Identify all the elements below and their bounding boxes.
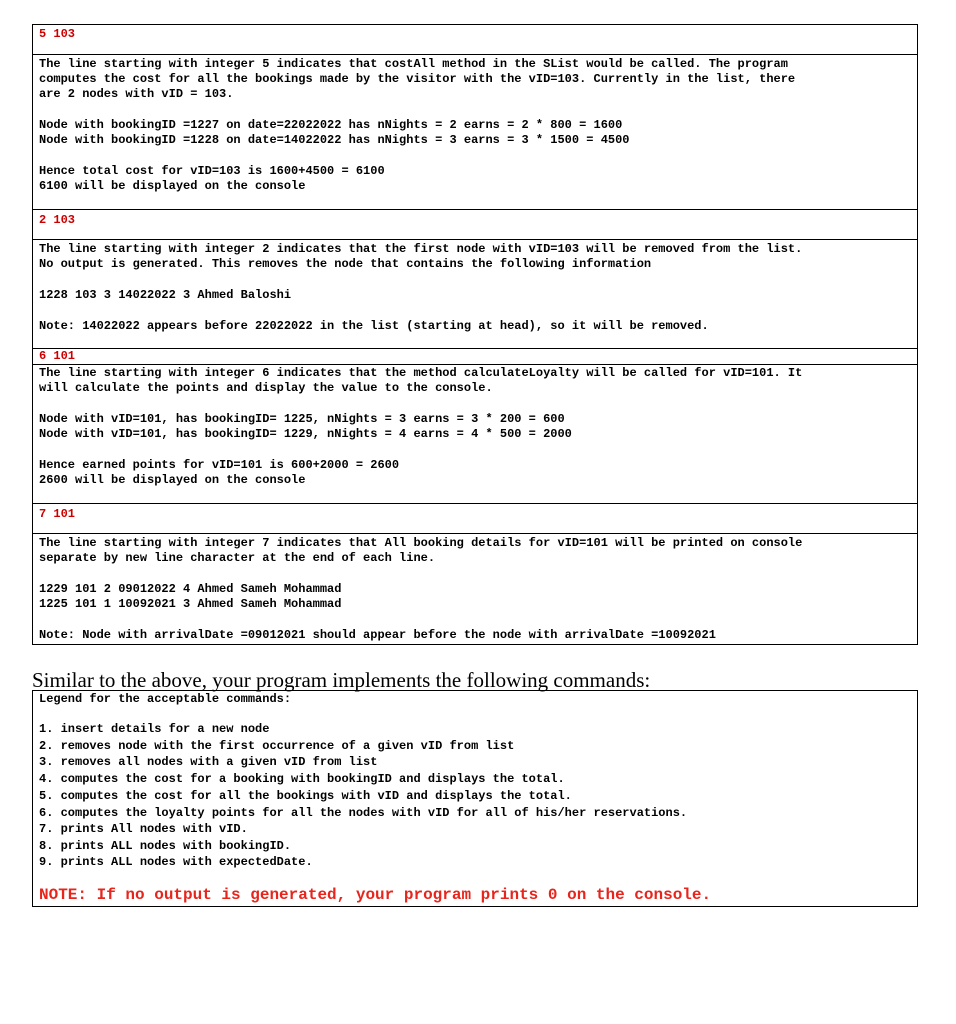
text-line: Node with bookingID =1227 on date=22022022 has nNights = 2 earns = 2 * 800 = 1600: [39, 118, 623, 132]
text-line: 1225 101 1 10092021 3 Ahmed Sameh Mohammad: [39, 597, 342, 611]
legend-item: 7. prints All nodes with vID.: [39, 822, 248, 836]
text-line: will calculate the points and display the value to the console.: [39, 381, 493, 395]
legend-item: 2. removes node with the first occurrence of a given vID from list: [39, 739, 515, 753]
legend-item: 6. computes the loyalty points for all the nodes with vID for all of his/her reservations.: [39, 806, 688, 820]
text-line: separate by new line character at the end of each line.: [39, 551, 436, 565]
command-row: [32, 24, 918, 55]
text-line: The line starting with integer 2 indicates that the first node with vID=103 will be removed from the list.: [39, 242, 803, 256]
text-line: 2600 will be displayed on the console: [39, 473, 306, 487]
command-row: [32, 348, 918, 365]
text-line: Hence earned points for vID=101 is 600+2000 = 2600: [39, 458, 400, 472]
text-line: are 2 nodes with vID = 103.: [39, 87, 234, 101]
text-line: computes the cost for all the bookings made by the visitor with the vID=103. Currently in the list, there: [39, 72, 796, 86]
legend-item: 9. prints ALL nodes with expectedDate.: [39, 855, 313, 869]
text-line: Note: Node with arrivalDate =09012021 should appear before the node with arrivalDate =10092021: [39, 628, 716, 642]
command-code: 7 101: [39, 507, 76, 521]
section-heading: Similar to the above, your program implements the following commands:: [32, 668, 651, 692]
text-line: Node with vID=101, has bookingID= 1229, nNights = 4 earns = 4 * 500 = 2000: [39, 427, 572, 441]
command-code: 2 103: [39, 213, 76, 227]
legend-note: NOTE: If no output is generated, your program prints 0 on the console.: [39, 886, 712, 904]
text-line: Hence total cost for vID=103 is 1600+4500 = 6100: [39, 164, 385, 178]
text-line: 1228 103 3 14022022 3 Ahmed Baloshi: [39, 288, 292, 302]
command-row: [32, 503, 918, 534]
command-code: 6 101: [39, 349, 76, 363]
text-line: The line starting with integer 5 indicates that costAll method in the SList would be called. The program: [39, 57, 788, 71]
command-row: [32, 209, 918, 240]
legend-item: 8. prints ALL nodes with bookingID.: [39, 839, 292, 853]
text-line: Note: 14022022 appears before 22022022 in the list (starting at head), so it will be removed.: [39, 319, 709, 333]
command-code: 5 103: [39, 27, 76, 41]
text-line: No output is generated. This removes the node that contains the following information: [39, 257, 652, 271]
legend-item: 5. computes the cost for all the bookings with vID and displays the total.: [39, 789, 572, 803]
text-line: 6100 will be displayed on the console: [39, 179, 306, 193]
legend-item: 4. computes the cost for a booking with bookingID and displays the total.: [39, 772, 565, 786]
text-line: The line starting with integer 6 indicates that the method calculateLoyalty will be called for vID=101. It: [39, 366, 803, 380]
legend-item: 1. insert details for a new node: [39, 722, 270, 736]
text-line: The line starting with integer 7 indicates that All booking details for vID=101 will be printed on console: [39, 536, 803, 550]
legend-title: Legend for the acceptable commands:: [39, 692, 292, 706]
text-line: 1229 101 2 09012022 4 Ahmed Sameh Mohammad: [39, 582, 342, 596]
legend-item: 3. removes all nodes with a given vID from list: [39, 755, 378, 769]
text-line: Node with bookingID =1228 on date=14022022 has nNights = 3 earns = 3 * 1500 = 4500: [39, 133, 630, 147]
text-line: Node with vID=101, has bookingID= 1225, nNights = 3 earns = 3 * 200 = 600: [39, 412, 565, 426]
